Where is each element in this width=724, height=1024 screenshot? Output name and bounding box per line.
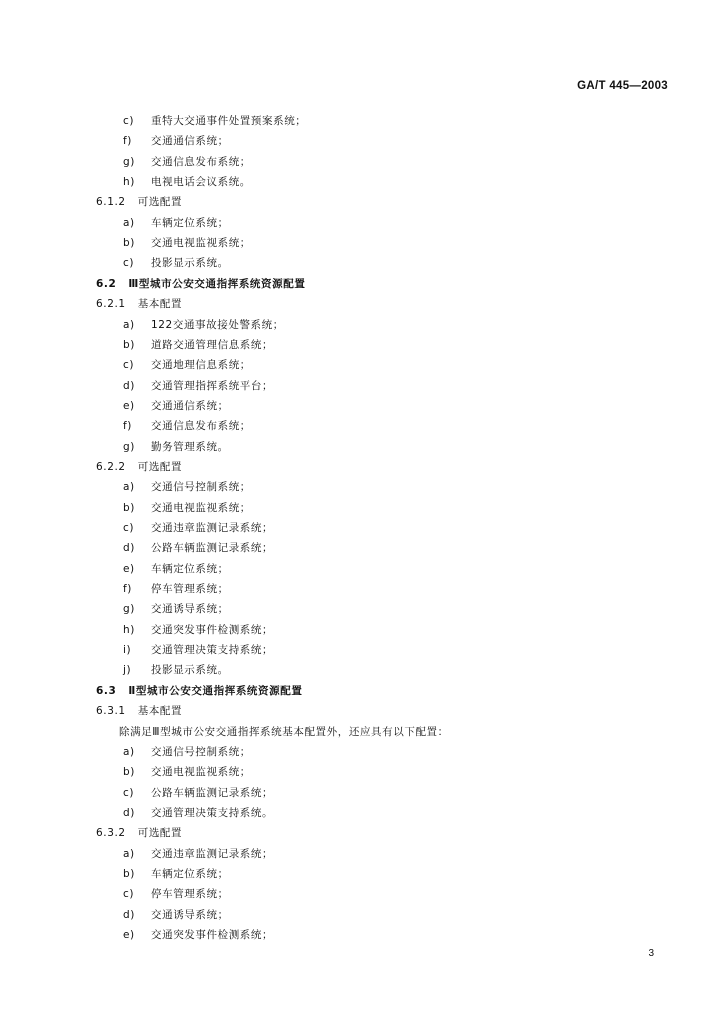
- list-item-text: 交通诱导系统；: [151, 908, 229, 921]
- list-item-text: 交通地理信息系统；: [151, 359, 251, 372]
- list-item-text: 车辆定位系统；: [151, 867, 229, 880]
- list-item-text: 交通突发事件检测系统；: [151, 623, 274, 636]
- list-item-text: 投影显示系统。: [151, 664, 229, 677]
- list-marker: d): [123, 379, 135, 392]
- section-number: 6.2.1: [96, 298, 126, 311]
- list-item-text: 交通电视监视系统；: [151, 766, 251, 779]
- list-item: [123, 115, 306, 127]
- list-item-text: 交通诱导系统；: [151, 603, 229, 616]
- list-marker: e): [123, 562, 135, 575]
- list-marker: h): [123, 176, 135, 189]
- list-item: [123, 929, 273, 941]
- list-item: [123, 563, 229, 575]
- list-marker: e): [123, 399, 135, 412]
- list-item: [123, 380, 273, 392]
- list-item-text: 勤务管理系统。: [151, 440, 229, 453]
- list-item: [123, 135, 229, 147]
- list-item-text: 车辆定位系统；: [151, 216, 229, 229]
- section-title: Ⅱ型城市公安交通指挥系统资源配置: [128, 684, 303, 697]
- paragraph-text: 除满足Ⅲ型城市公安交通指挥系统基本配置外，还应具有以下配置：: [119, 725, 449, 738]
- section-heading: [96, 298, 182, 310]
- list-item-text: 122交通事故接处警系统；: [151, 318, 284, 331]
- section-title: 基本配置: [137, 705, 183, 718]
- list-item: [123, 319, 284, 331]
- list-item-text: 交通管理决策支持系统。: [151, 806, 274, 819]
- list-item: [123, 420, 251, 432]
- list-marker: a): [123, 481, 135, 494]
- section-number: 6.1.2: [96, 196, 126, 209]
- section-title: 可选配置: [137, 196, 183, 209]
- list-marker: c): [123, 115, 135, 127]
- list-item: [123, 156, 251, 168]
- list-marker: g): [123, 440, 135, 453]
- list-item: [123, 664, 229, 676]
- paragraph: [119, 726, 449, 738]
- section-title: 可选配置: [137, 827, 183, 840]
- section-heading: [96, 685, 302, 697]
- list-item: [123, 400, 229, 412]
- list-item-text: 交通通信系统；: [151, 399, 229, 412]
- list-marker: c): [123, 522, 135, 534]
- list-item: [123, 237, 251, 249]
- list-item-text: 交通电视监视系统；: [151, 237, 251, 250]
- list-marker: b): [123, 501, 135, 514]
- list-item: [123, 848, 273, 860]
- list-item-text: 交通管理指挥系统平台；: [151, 379, 274, 392]
- list-marker: d): [123, 806, 135, 819]
- list-item-text: 道路交通管理信息系统；: [151, 338, 274, 351]
- list-item-text: 交通通信系统；: [151, 135, 229, 148]
- list-marker: b): [123, 766, 135, 779]
- list-marker: i): [123, 644, 132, 657]
- list-item: [123, 624, 273, 636]
- standard-code-header: GA/T 445—2003: [577, 80, 668, 92]
- section-title: 可选配置: [137, 460, 183, 473]
- list-item-text: 交通违章监测记录系统；: [151, 847, 274, 860]
- list-item: [123, 339, 273, 351]
- section-number: 6.3.1: [96, 705, 126, 718]
- list-marker: c): [123, 257, 135, 270]
- list-item: [123, 502, 251, 514]
- section-heading: [96, 278, 305, 290]
- list-item-text: 交通电视监视系统；: [151, 501, 251, 514]
- list-marker: a): [123, 318, 135, 331]
- list-item: [123, 583, 229, 595]
- list-marker: c): [123, 359, 135, 372]
- list-item-text: 交通违章监测记录系统；: [151, 522, 274, 534]
- page-number: 3: [648, 948, 654, 959]
- list-item-text: 交通信息发布系统；: [151, 420, 251, 433]
- list-item-text: 公路车辆监测记录系统；: [151, 542, 274, 555]
- list-item: [123, 909, 229, 921]
- list-item-text: 交通突发事件检测系统；: [151, 929, 274, 941]
- section-number: 6.3.2: [96, 827, 126, 840]
- section-heading: [96, 461, 182, 473]
- list-marker: g): [123, 603, 135, 616]
- list-marker: d): [123, 908, 135, 921]
- list-item-text: 交通信号控制系统；: [151, 481, 251, 494]
- list-item-text: 交通信号控制系统；: [151, 745, 251, 758]
- list-item: [123, 644, 273, 656]
- list-item: [123, 868, 229, 880]
- list-item: [123, 787, 273, 799]
- list-marker: b): [123, 338, 135, 351]
- list-marker: j): [123, 664, 132, 677]
- list-item: [123, 481, 251, 493]
- section-heading: [96, 705, 182, 717]
- list-marker: c): [123, 786, 135, 799]
- list-marker: b): [123, 867, 135, 880]
- list-marker: e): [123, 929, 135, 941]
- list-marker: f): [123, 583, 132, 596]
- list-item: [123, 522, 273, 534]
- list-item: [123, 746, 251, 758]
- list-marker: a): [123, 216, 135, 229]
- list-item: [123, 257, 229, 269]
- list-item: [123, 542, 273, 554]
- list-marker: d): [123, 542, 135, 555]
- list-item: [123, 603, 229, 615]
- list-item: [123, 888, 229, 900]
- list-item-text: 交通管理决策支持系统；: [151, 644, 274, 657]
- list-item-text: 公路车辆监测记录系统；: [151, 786, 274, 799]
- list-marker: f): [123, 420, 132, 433]
- list-item: [123, 807, 273, 819]
- list-item-text: 投影显示系统。: [151, 257, 229, 270]
- section-heading: [96, 827, 182, 839]
- section-heading: [96, 196, 182, 208]
- list-item-text: 交通信息发布系统；: [151, 155, 251, 168]
- list-marker: a): [123, 847, 135, 860]
- list-item: [123, 359, 251, 371]
- list-item-text: 重特大交通事件处置预案系统；: [151, 115, 307, 127]
- list-marker: f): [123, 135, 132, 148]
- section-number: 6.2.2: [96, 460, 126, 473]
- list-item: [123, 176, 251, 188]
- list-item-text: 停车管理系统；: [151, 583, 229, 596]
- list-item: [123, 217, 229, 229]
- list-item-text: 车辆定位系统；: [151, 562, 229, 575]
- section-number: 6.2: [96, 277, 117, 290]
- list-marker: b): [123, 237, 135, 250]
- list-marker: g): [123, 155, 135, 168]
- list-item: [123, 441, 229, 453]
- section-title: 基本配置: [137, 298, 183, 311]
- list-item-text: 电视电话会议系统。: [151, 176, 251, 189]
- list-item: [123, 766, 251, 778]
- section-number: 6.3: [96, 684, 117, 697]
- list-item-text: 停车管理系统；: [151, 888, 229, 901]
- list-marker: c): [123, 888, 135, 901]
- list-marker: a): [123, 745, 135, 758]
- section-title: Ⅲ型城市公安交通指挥系统资源配置: [128, 277, 306, 290]
- list-marker: h): [123, 623, 135, 636]
